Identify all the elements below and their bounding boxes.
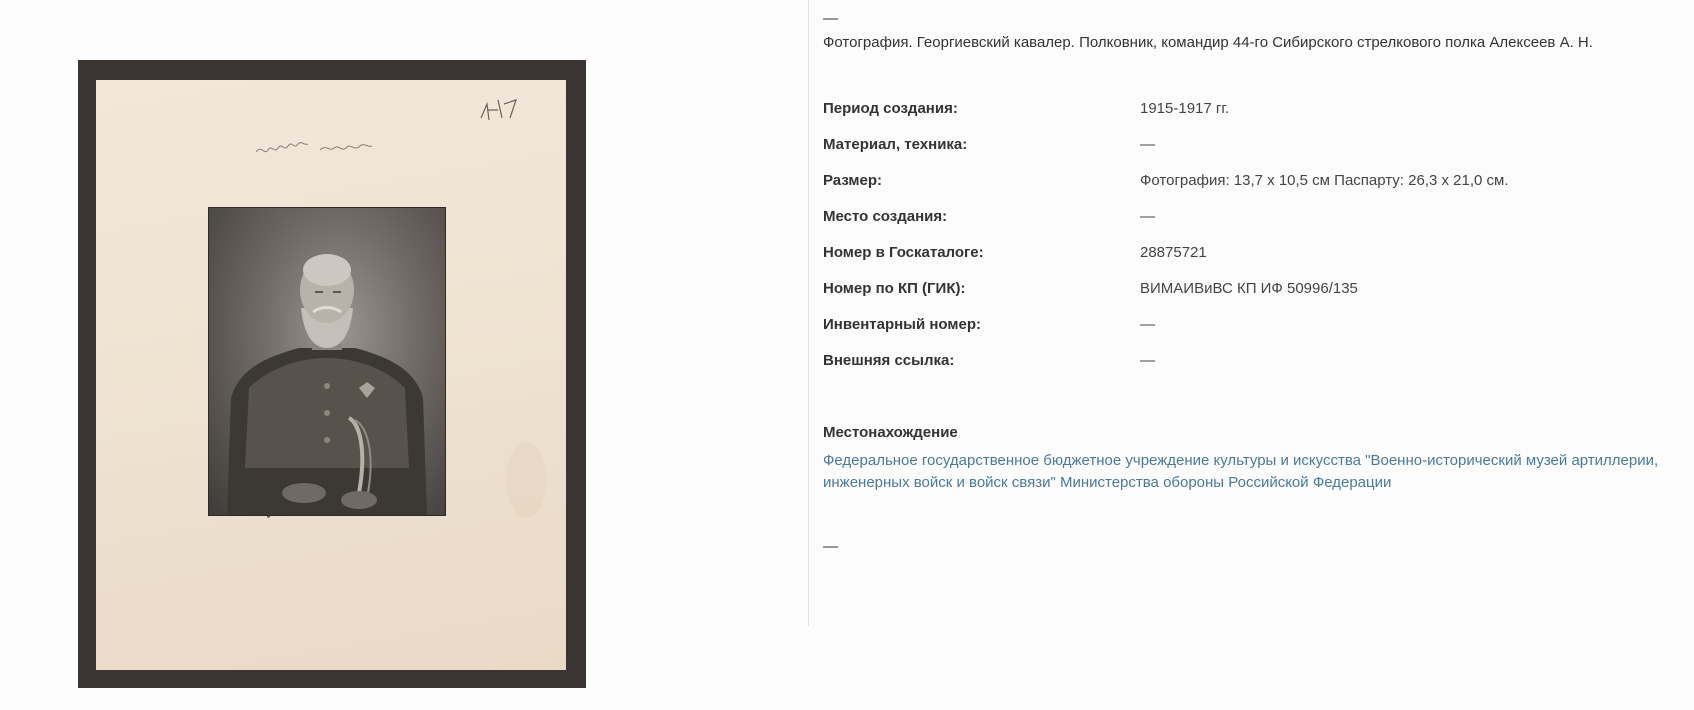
property-row-period — [823, 100, 1683, 136]
property-row-inventory — [823, 316, 1683, 352]
property-value: Фотография: 13,7 х 10,5 см Паспарту: 26,3 х 21,0 см. — [1140, 172, 1509, 189]
property-label: Номер в Госкаталоге: — [823, 244, 984, 261]
property-row-place — [823, 208, 1683, 244]
property-row-size — [823, 172, 1683, 208]
property-value: 1915-1917 гг. — [1140, 100, 1230, 117]
column-divider — [808, 0, 809, 626]
property-value: — — [1140, 316, 1155, 333]
property-label: Размер: — [823, 172, 883, 189]
photo-mount — [96, 80, 566, 670]
top-dash: — — [823, 10, 838, 27]
property-value: — — [1140, 208, 1155, 225]
property-value: — — [1140, 136, 1155, 153]
property-value: 28875721 — [1140, 244, 1207, 261]
property-label: Номер по КП (ГИК): — [823, 280, 966, 297]
property-label: Внешняя ссылка: — [823, 352, 955, 369]
property-value: — — [1140, 352, 1155, 369]
property-label: Место создания: — [823, 208, 948, 225]
property-row-kp — [823, 280, 1683, 316]
property-row-material — [823, 136, 1683, 172]
bottom-dash: — — [823, 538, 838, 555]
object-photo[interactable] — [78, 60, 586, 688]
portrait-print — [209, 208, 445, 515]
property-row-external-link — [823, 352, 1683, 388]
property-value: ВИМАИВиВС КП ИФ 50996/135 — [1140, 280, 1358, 297]
location-heading: Местонахождение — [823, 424, 958, 441]
property-row-goscatalog — [823, 244, 1683, 280]
property-label: Материал, техника: — [823, 136, 968, 153]
property-label: Инвентарный номер: — [823, 316, 981, 333]
property-label: Период создания: — [823, 100, 958, 117]
museum-link[interactable]: Федеральное государственное бюджетное учреждение культуры и искусства "Военно-исторический музей артиллерии, инженерных войск и войск связи" Министерства обороны Российской Федерации — [823, 452, 1659, 491]
object-description: Фотография. Георгиевский кавалер. Полковник, командир 44-го Сибирского стрелкового полка Алексеев А. Н. — [823, 34, 1593, 51]
properties-table — [823, 100, 1683, 388]
portrait-figure — [209, 208, 445, 515]
